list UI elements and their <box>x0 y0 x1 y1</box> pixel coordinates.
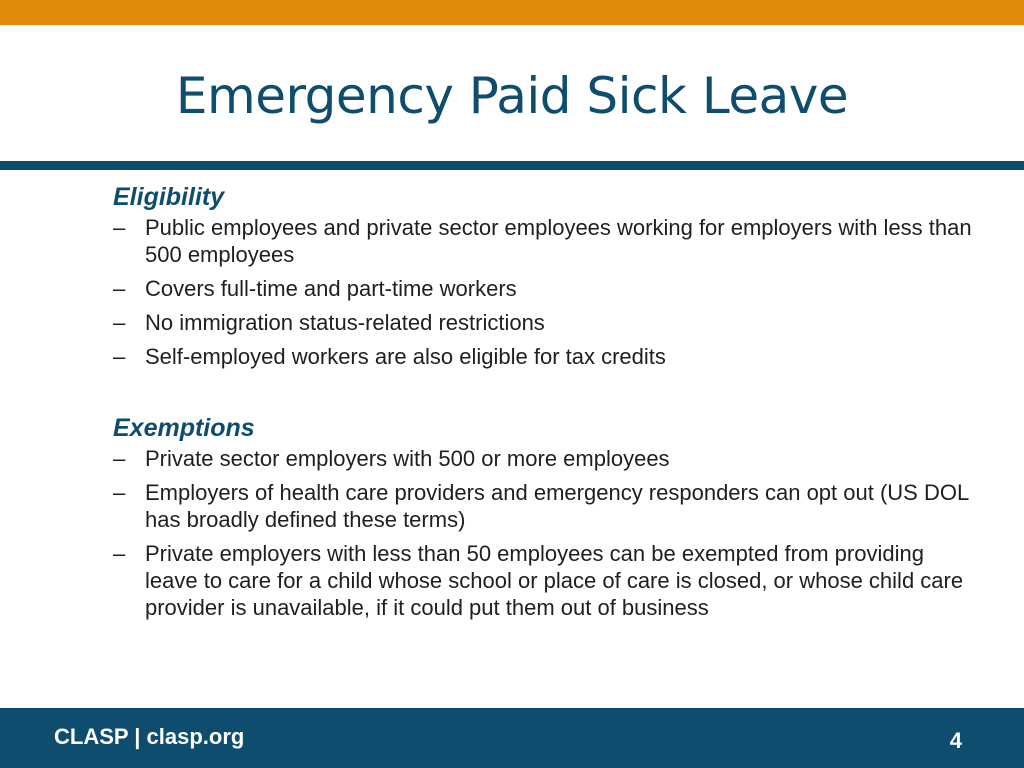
section-heading-eligibility: Eligibility <box>113 183 225 211</box>
list-item-text: Covers full-time and part-time workers <box>145 276 517 301</box>
dash-bullet: – <box>113 446 126 471</box>
list-item <box>113 214 973 268</box>
dash-bullet: – <box>113 310 126 335</box>
list-item-text: No immigration status-related restrictions <box>145 310 545 335</box>
list-item-text: Public employees and private sector employees working for employers with less than 500 employees <box>145 215 972 267</box>
section-heading-exemptions: Exemptions <box>113 414 255 442</box>
list-item-text: Private sector employers with 500 or more employees <box>145 446 670 471</box>
list-item <box>113 445 973 472</box>
list-item-text: Private employers with less than 50 employees can be exempted from providing leave to care for a child whose school or place of care is closed, or whose child care provider is unavailable, if it could put them out of business <box>145 541 964 620</box>
footer-brand: CLASP | clasp.org <box>54 724 245 749</box>
list-item <box>113 309 973 336</box>
list-item <box>113 479 973 533</box>
slide-content <box>113 180 973 628</box>
list-item <box>113 540 973 621</box>
list-item <box>113 275 973 302</box>
list-item-text: Employers of health care providers and emergency responders can opt out (US DOL has broadly defined these terms) <box>145 480 969 532</box>
slide-title: Emergency Paid Sick Leave <box>175 67 849 125</box>
page-number: 4 <box>949 728 962 753</box>
dash-bullet: – <box>113 215 126 240</box>
list-item-text: Self-employed workers are also eligible for tax credits <box>145 344 666 369</box>
section-gap <box>113 377 973 411</box>
exemptions-list <box>113 445 973 621</box>
dash-bullet: – <box>113 276 126 301</box>
list-item <box>113 343 973 370</box>
dash-bullet: – <box>113 480 126 505</box>
dash-bullet: – <box>113 541 126 566</box>
dash-bullet: – <box>113 344 126 369</box>
eligibility-list <box>113 214 973 370</box>
title-divider <box>0 161 1024 170</box>
top-accent-bar <box>0 0 1024 25</box>
